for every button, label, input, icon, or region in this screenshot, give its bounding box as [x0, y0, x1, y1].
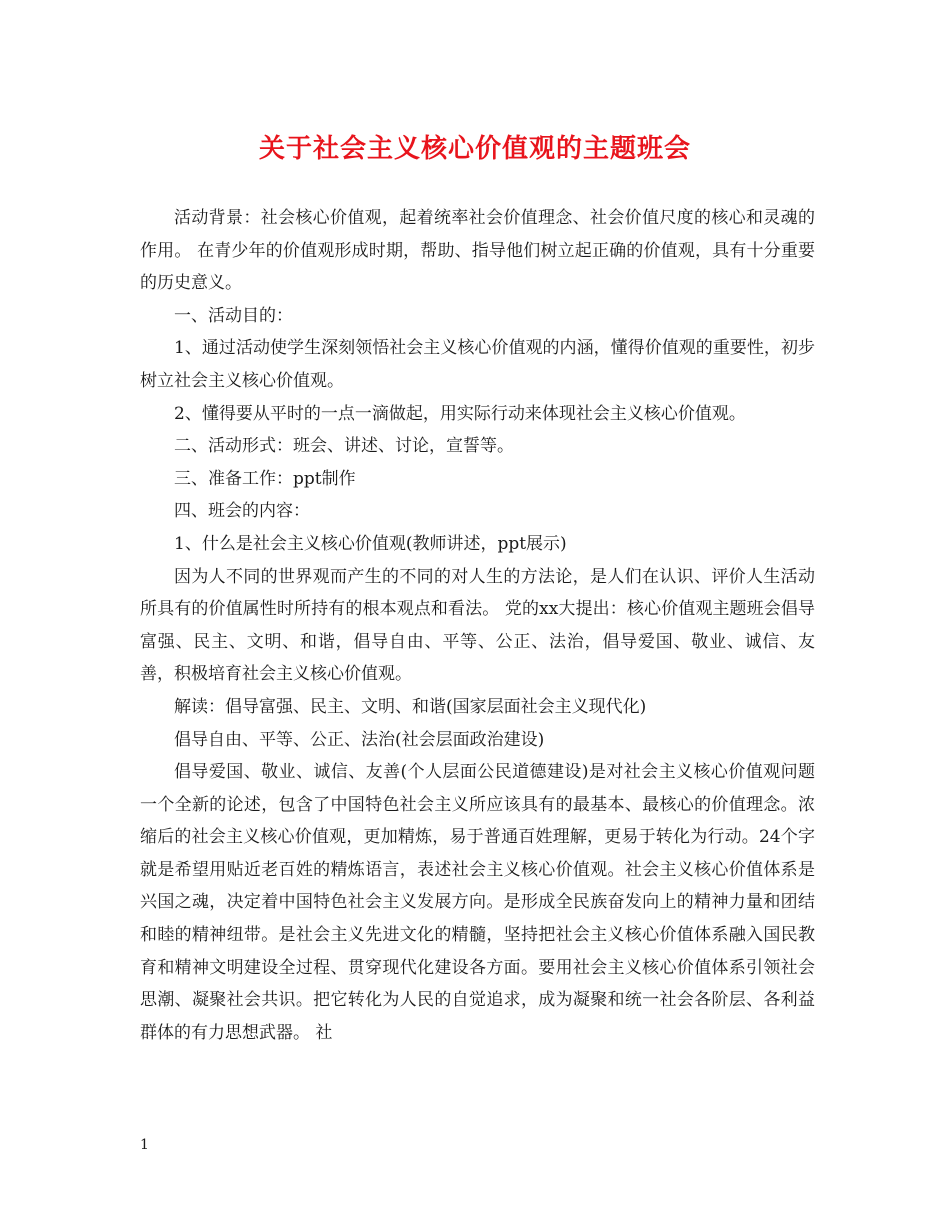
heading-meeting-content: 四、班会的内容：: [174, 501, 310, 522]
paragraph-interpretation-social: 倡导自由、平等、公正、法治(社会层面政治建设): [174, 729, 545, 750]
paragraph-goal-1: 1、通过活动使学生深刻领悟社会主义核心价值观的内涵，懂得价值观的重要性，初步树立社会主义核心价值观。: [140, 338, 815, 391]
paragraph-worldview: 因为人不同的世界观而产生的不同的对人生的方法论，是人们在认识、评价人生活动所具有的价值属性时所持有的根本观点和看法。 党的xx大提出：核心价值观主题班会倡导富强、民主、文明、和谐，倡导自由、平等、公正、法治，倡导爱国、敬业、诚信、友善，积极培育社会主义核心价值观。: [140, 566, 815, 685]
heading-activity-format: 二、活动形式：班会、讲述、讨论，宣誓等。: [174, 436, 514, 457]
document-title: 关于社会主义核心价值观的主题班会: [258, 134, 691, 164]
page-number: 1: [140, 1137, 149, 1153]
heading-activity-goal: 一、活动目的：: [174, 305, 293, 326]
paragraph-goal-2: 2、懂得要从平时的一点一滴做起，用实际行动来体现社会主义核心价值观。: [174, 403, 746, 424]
paragraph-background: 活动背景：社会核心价值观，起着统率社会价值理念、社会价值尺度的核心和灵魂的作用。 在青少年的价值观形成时期，帮助、指导他们树立起正确的价值观，具有十分重要的历史意义。: [140, 208, 815, 294]
paragraph-content-1: 1、什么是社会主义核心价值观(教师讲述，ppt展示): [174, 533, 567, 554]
paragraph-interpretation-personal: 倡导爱国、敬业、诚信、友善(个人层面公民道德建设)是对社会主义核心价值观问题一个全新的论述，包含了中国特色社会主义所应该具有的最基本、最核心的价值理念。浓缩后的社会主义核心价值观，更加精炼，易于普通百姓理解，更易于转化为行动。24个字就是希望用贴近老百姓的精炼语言，表述社会主义核心价值观。社会主义核心价值体系是兴国之魂，决定着中国特色社会主义发展方向。是形成全民族奋发向上的精神力量和团结和睦的精神纽带。是社会主义先进文化的精髓，坚持把社会主义核心价值体系融入国民教育和精神文明建设全过程、贯穿现代化建设各方面。要用社会主义核心价值体系引领社会思潮、凝聚社会共识。把它转化为人民的自觉追求，成为凝聚和统一社会各阶层、各利益群体的有力思想武器。 社: [140, 762, 815, 1043]
heading-preparation: 三、准备工作：ppt制作: [174, 468, 356, 489]
document-body: [140, 202, 815, 1049]
paragraph-interpretation-national: 解读：倡导富强、民主、文明、和谐(国家层面社会主义现代化): [174, 696, 647, 717]
